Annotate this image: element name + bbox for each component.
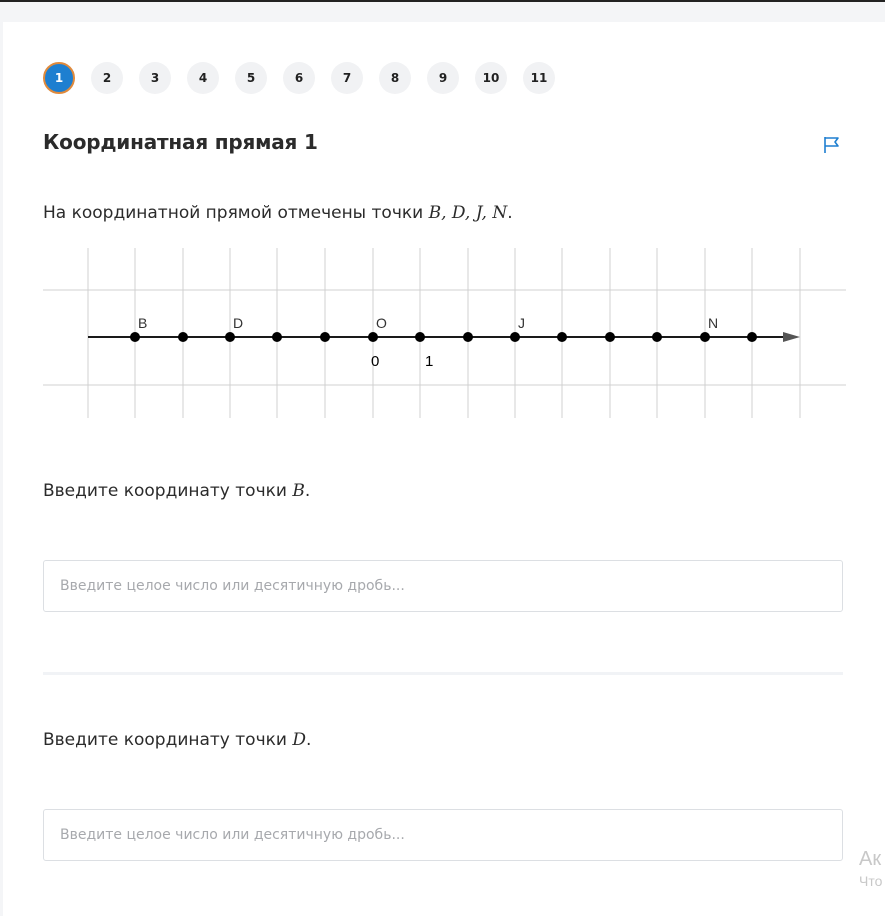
section-divider [43,672,843,675]
page-button-7[interactable]: 7 [331,62,363,94]
task-card [3,22,885,916]
point-dot-n [700,332,710,342]
activation-watermark-text: Что [859,873,883,889]
point-label-n: N [708,315,719,331]
point-label-b: B [138,315,148,331]
point-dot [272,332,282,342]
task-statement [43,203,513,223]
point-dot-d [225,332,235,342]
page-button-3[interactable]: 3 [139,62,171,94]
question-2-var: D [292,730,306,750]
question-1-end: . [304,481,311,501]
point-dot [178,332,188,342]
question-1-text [43,481,310,501]
question-2-text [43,730,311,750]
page-button-2[interactable]: 2 [91,62,123,94]
page-button-1[interactable]: 1 [43,62,75,94]
page-button-11[interactable]: 11 [523,62,555,94]
point-dot [557,332,567,342]
activation-watermark-title: Ак [859,848,882,870]
point-label-j: J [518,315,525,331]
statement-points: B, D, J, N [428,203,508,223]
grid [43,248,846,418]
page-button-9[interactable]: 9 [427,62,459,94]
page-button-10[interactable]: 10 [475,62,507,94]
top-border [0,0,885,2]
point-label-d: D [233,315,244,331]
statement-end: . [507,203,513,223]
point-dot [652,332,662,342]
point-label-o: O [376,315,387,331]
tick-label-0: 0 [371,353,380,370]
answer-input-d[interactable] [43,809,843,861]
statement-text: На координатной прямой отмечены точки [43,203,429,223]
question-2-end: . [305,730,312,750]
page-button-5[interactable]: 5 [235,62,267,94]
point-dot-b [130,332,140,342]
page-button-8[interactable]: 8 [379,62,411,94]
task-title: Координатная прямая 1 [43,130,318,154]
page-button-4[interactable]: 4 [187,62,219,94]
answer-input-b[interactable] [43,560,843,612]
point-dot [320,332,330,342]
page-button-6[interactable]: 6 [283,62,315,94]
point-dot [747,332,757,342]
tick-label-1: 1 [425,353,434,370]
axis-arrow-icon [783,332,800,342]
number-line-figure [43,248,846,418]
question-1-var: B [292,481,305,501]
point-dot [605,332,615,342]
point-dot [415,332,425,342]
report-flag-icon[interactable] [822,136,842,154]
question-1-label: Введите координату точки [43,481,293,501]
question-2-label: Введите координату точки [43,730,293,750]
point-dot-j [510,332,520,342]
point-dot-o [368,332,378,342]
point-dot [463,332,473,342]
